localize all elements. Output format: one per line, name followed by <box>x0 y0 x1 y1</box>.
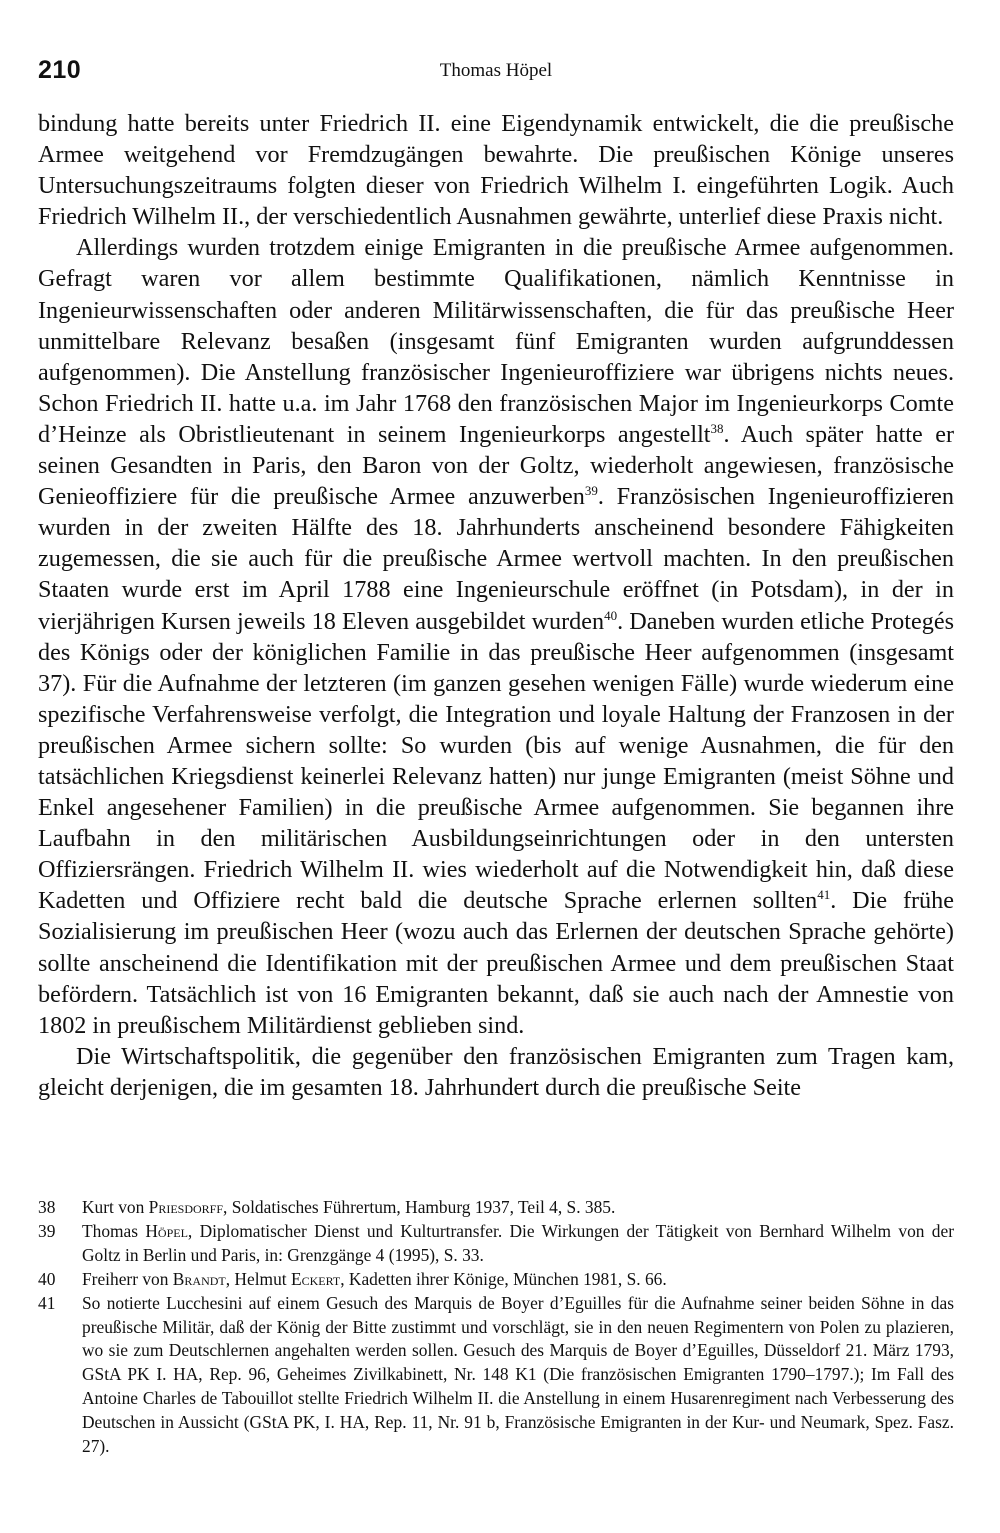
footnote-text-pre: Thomas <box>82 1220 146 1241</box>
footnotes <box>38 1196 954 1459</box>
footnote-text-mid: , Helmut <box>225 1268 291 1289</box>
footnote-ref-40[interactable]: 40 <box>604 607 618 623</box>
footnote-text <box>82 1268 954 1292</box>
footnote-number: 41 <box>38 1292 56 1313</box>
footnote-text: So notierte Lucchesini auf einem Gesuch des Marquis de Boyer d’Eguilles für die Aufnahme seiner beiden Söhne in das preußische Militär, daß der König der Bitte zustimmt und vorschlägt, sie in den neuen Regimentern von Polen zu plazieren, wo sie zum Deutschlernen angehalten werden sollen. Gesuch des Marquis de Boyer d’Eguilles, Düsseldorf 21. März 1793, GStA PK I. HA, Rep. 96, Geheimes Zivilkabinett, Nr. 148 K1 (Die französischen Emigranten 1790–1797.); Im Fall des Antoine Charles de Tabouillot stellte Friedrich Wilhelm II. die Anstellung in einem Husarenregiment nach Verbesserung des Deutschen in Aussicht (GStA PK, I. HA, Rep. 11, Nr. 91 b, Französische Emigranten in der Kur- und Neumark, Spez. Fasz. 27). <box>82 1292 954 1457</box>
footnote-number: 40 <box>38 1268 56 1289</box>
footnote-text-post: , Kadetten ihrer Könige, München 1981, S. 66. <box>340 1268 667 1289</box>
footnote-text-post: , Diplomatischer Dienst und Kulturtransfer. Die Wirkungen der Tätigkeit von Bernhard Wilhelm von der Goltz in Berlin und Paris, in: Grenzgänge 4 (1995), S. 33. <box>82 1220 955 1265</box>
footnote-author: Priesdorff <box>148 1197 224 1217</box>
paragraph-3: Die Wirtschaftspolitik, die gegenüber den französischen Emigranten zum Tragen kam, gleicht derjenigen, die im gesamten 18. Jahrhundert durch die preußische Seite <box>38 1042 954 1101</box>
footnote-text <box>82 1220 954 1268</box>
page <box>38 52 954 1103</box>
footnote-39 <box>38 1220 954 1268</box>
footnote-40 <box>38 1268 954 1292</box>
paragraph-2-part-b: . Auch später hatte er seinen Gesandten in Paris, den Baron von der Goltz, wiederholt angewiesen, französische Genieoffiziere für die preußische Armee anzuwerben <box>38 420 955 511</box>
footnote-text-post: , Soldatisches Führertum, Hamburg 1937, Teil 4, S. 385. <box>223 1197 616 1217</box>
footnote-ref-41[interactable]: 41 <box>817 887 831 903</box>
paragraph-2-part-e: . Die frühe Sozialisierung im preußischen Heer (wozu auch das Erlernen der deutschen Sprache gehörte) sollte anscheinend die Identifikation mit der preußischen Armee und dem preußischen Staat befördern. Tatsächlich ist von 16 Emigranten bekannt, daß sie auch nach der Amnestie von 1802 in preußischem Militärdienst geblieben sind. <box>38 887 954 1039</box>
footnote-41 <box>38 1292 954 1459</box>
footnote-ref-38[interactable]: 38 <box>710 420 724 436</box>
page-header <box>38 52 954 86</box>
footnote-number: 38 <box>38 1197 56 1217</box>
footnote-38 <box>38 1196 954 1220</box>
footnote-ref-39[interactable]: 39 <box>584 483 598 499</box>
page-number: 210 <box>38 56 82 84</box>
footnote-text-pre: Kurt von <box>82 1197 149 1217</box>
footnote-author: Höpel <box>145 1220 188 1241</box>
paragraph-1: bindung hatte bereits unter Friedrich II. eine Eigendynamik entwickelt, die die preußische Armee weitgehend vor Fremdzugängen bewahrte. Die preußischen Könige unseres Untersuchungszeitraums folgten dieser von Friedrich Wilhelm I. eingeführten Logik. Auch Friedrich Wilhelm II., der verschiedentlich Ausnahmen gewährte, unterlief diese Praxis nicht. <box>38 110 954 231</box>
footnote-author: Brandt <box>172 1268 226 1289</box>
paragraph-2-part-c: . Französischen Ingenieuroffizieren wurden in der zweiten Hälfte des 18. Jahrhunderts anscheinend besondere Fähigkeiten zugemessen, die sie auch für die preußische Armee wertvoll machten. In den preußischen Staaten wurde erst im April 1788 eine Ingenieurschule eröffnet (in Potsdam), in der in vierjährigen Kursen jeweils 18 Eleven ausgebildet wurden <box>38 483 954 635</box>
paragraph-2-part-d: . Daneben wurden etliche Protegés des Königs oder der königlichen Familie in das preußische Heer aufgenommen (insgesamt 37). Für die Aufnahme der letzteren (im ganzen gesehen wenigen Fälle) wurde wiederum eine spezifische Verfahrensweise verfolgt, die Integration und loyale Haltung der Franzosen in der preußischen Armee sichern sollte: So wurden (bis auf wenige Ausnahmen, die für den tatsächlichen Kriegsdienst keinerlei Relevanz hatten) nur junge Emigranten (meist Söhne und Enkel angesehener Familien) in die preußische Armee aufgenommen. Sie begannen ihre Laufbahn in den militärischen Ausbildungseinrichtungen oder in den untersten Offiziersrängen. Friedrich Wilhelm II. wies wiederholt auf die Notwendigkeit hin, daß diese Kadetten und Offiziere recht bald die deutsche Sprache erlernen sollten <box>38 607 954 915</box>
paragraph-2-part-a: Allerdings wurden trotzdem einige Emigranten in die preußische Armee aufgenommen. Gefragt waren vor allem bestimmte Qualifikationen, nämlich Kenntnisse in Ingenieurwissenschaften oder anderen Militärwissenschaften, die für das preußische Heer unmittelbare Relevanz besaßen (insgesamt fünf Emigranten wurden aufgrunddessen aufgenommen). Die Anstellung französischer Ingenieuroffiziere war übrigens nichts neues. Schon Friedrich II. hatte u.a. im Jahr 1768 den französischen Major im Ingenieurkorps Comte d’Heinze als Obristlieutenant in seinem Ingenieurkorps angestellt <box>38 234 954 448</box>
paragraph-2 <box>38 232 954 1040</box>
footnote-text-pre: Freiherr von <box>82 1268 173 1289</box>
running-head: Thomas Höpel <box>439 60 553 81</box>
body-text <box>38 108 954 1103</box>
footnote-text <box>82 1196 954 1220</box>
footnote-author-2: Eckert <box>290 1268 341 1289</box>
footnote-number: 39 <box>38 1220 56 1241</box>
